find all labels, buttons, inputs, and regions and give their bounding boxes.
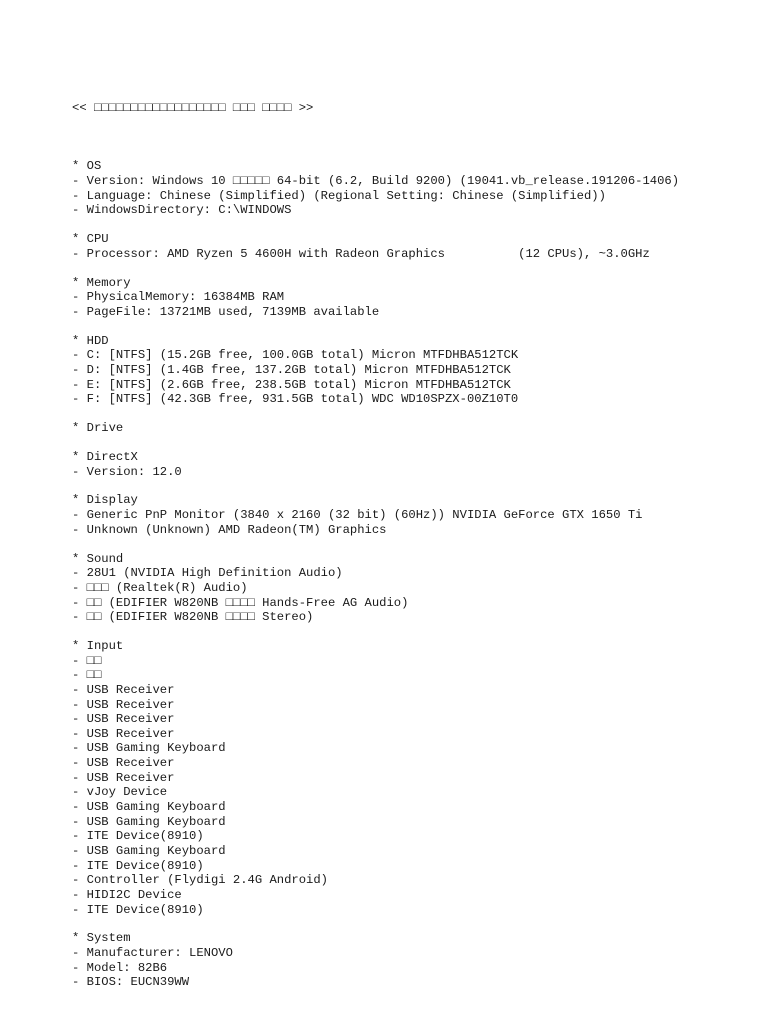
section-line: - □□ (EDIFIER W820NB □□□□ Stereo) bbox=[72, 610, 314, 625]
section-title: * Drive bbox=[72, 421, 124, 436]
section-line: - WindowsDirectory: C:\WINDOWS bbox=[72, 203, 292, 218]
section-gap bbox=[72, 479, 752, 493]
section-line: - Generic PnP Monitor (3840 x 2160 (32 bit) (60Hz)) NVIDIA GeForce GTX 1650 Ti bbox=[72, 508, 643, 523]
section-title: * CPU bbox=[72, 232, 109, 247]
section-gap bbox=[72, 261, 752, 275]
section-block bbox=[72, 493, 752, 537]
section-line: - USB Receiver bbox=[72, 697, 175, 712]
section-line: - □□ bbox=[72, 653, 102, 668]
sections-container bbox=[72, 145, 752, 990]
section-title: * OS bbox=[72, 159, 102, 174]
section-gap bbox=[72, 625, 752, 639]
section-line: - □□ (EDIFIER W820NB □□□□ Hands-Free AG Audio) bbox=[72, 595, 409, 610]
system-info-document bbox=[72, 72, 752, 1005]
section-line: - vJoy Device bbox=[72, 785, 168, 800]
section-line: - BIOS: EUCN39WW bbox=[72, 975, 190, 990]
section-line: - □□ bbox=[72, 668, 102, 683]
section-gap bbox=[72, 407, 752, 421]
section-line: - PhysicalMemory: 16384MB RAM bbox=[72, 290, 285, 305]
section-line: - Version: 12.0 bbox=[72, 464, 182, 479]
section-block bbox=[72, 159, 752, 218]
section-title: * Sound bbox=[72, 551, 124, 566]
section-line: - ITE Device(8910) bbox=[72, 902, 204, 917]
section-line: - E: [NTFS] (2.6GB free, 238.5GB total) Micron MTFDHBA512TCK bbox=[72, 377, 511, 392]
section-line: - USB Receiver bbox=[72, 770, 175, 785]
section-line: - Manufacturer: LENOVO bbox=[72, 945, 233, 960]
section-line: - Model: 82B6 bbox=[72, 960, 168, 975]
section-title: * HDD bbox=[72, 333, 109, 348]
section-line: - ITE Device(8910) bbox=[72, 858, 204, 873]
section-line: - USB Receiver bbox=[72, 682, 175, 697]
section-gap bbox=[72, 436, 752, 450]
section-line: - Processor: AMD Ryzen 5 4600H with Radeon Graphics (12 CPUs), ~3.0GHz bbox=[72, 246, 650, 261]
section-gap bbox=[72, 320, 752, 334]
section-block bbox=[72, 334, 752, 407]
section-line: - Language: Chinese (Simplified) (Regional Setting: Chinese (Simplified)) bbox=[72, 188, 606, 203]
section-block bbox=[72, 421, 752, 436]
section-gap bbox=[72, 917, 752, 931]
section-line: - USB Receiver bbox=[72, 712, 175, 727]
section-line: - Controller (Flydigi 2.4G Android) bbox=[72, 873, 328, 888]
section-title: * DirectX bbox=[72, 450, 138, 464]
section-block bbox=[72, 276, 752, 320]
section-line: - ITE Device(8910) bbox=[72, 829, 204, 844]
section-block bbox=[72, 931, 752, 990]
section-line: - Unknown (Unknown) AMD Radeon(TM) Graphics bbox=[72, 522, 387, 537]
section-block bbox=[72, 639, 752, 917]
section-line: - D: [NTFS] (1.4GB free, 137.2GB total) Micron MTFDHBA512TCK bbox=[72, 363, 511, 378]
section-block bbox=[72, 450, 752, 479]
section-line: - PageFile: 13721MB used, 7139MB available bbox=[72, 304, 380, 319]
section-line: - USB Gaming Keyboard bbox=[72, 814, 226, 829]
section-line: - C: [NTFS] (15.2GB free, 100.0GB total) Micron MTFDHBA512TCK bbox=[72, 348, 519, 363]
section-line: - Version: Windows 10 □□□□□ 64-bit (6.2, Build 9200) (19041.vb_release.191206-1406) bbox=[72, 174, 680, 189]
section-line: - USB Gaming Keyboard bbox=[72, 843, 226, 858]
section-gap bbox=[72, 145, 752, 159]
section-block bbox=[72, 552, 752, 625]
section-line: - HIDI2C Device bbox=[72, 887, 182, 902]
section-line: - USB Gaming Keyboard bbox=[72, 741, 226, 756]
section-line: - 28U1 (NVIDIA High Definition Audio) bbox=[72, 566, 343, 581]
section-title: * Display bbox=[72, 493, 138, 508]
section-line: - USB Gaming Keyboard bbox=[72, 800, 226, 815]
section-gap bbox=[72, 537, 752, 551]
section-title: * Memory bbox=[72, 275, 131, 290]
section-line: - □□□ (Realtek(R) Audio) bbox=[72, 580, 248, 595]
section-title: * Input bbox=[72, 638, 124, 653]
section-line: - F: [NTFS] (42.3GB free, 931.5GB total) WDC WD10SPZX-00Z10T0 bbox=[72, 392, 519, 407]
section-gap bbox=[72, 218, 752, 232]
document-header: << □□□□□□□□□□□□□□□□□□ □□□ □□□□ >> bbox=[72, 101, 314, 116]
section-line: - USB Receiver bbox=[72, 726, 175, 741]
section-title: * System bbox=[72, 931, 131, 946]
section-block bbox=[72, 232, 752, 261]
section-line: - USB Receiver bbox=[72, 756, 175, 771]
